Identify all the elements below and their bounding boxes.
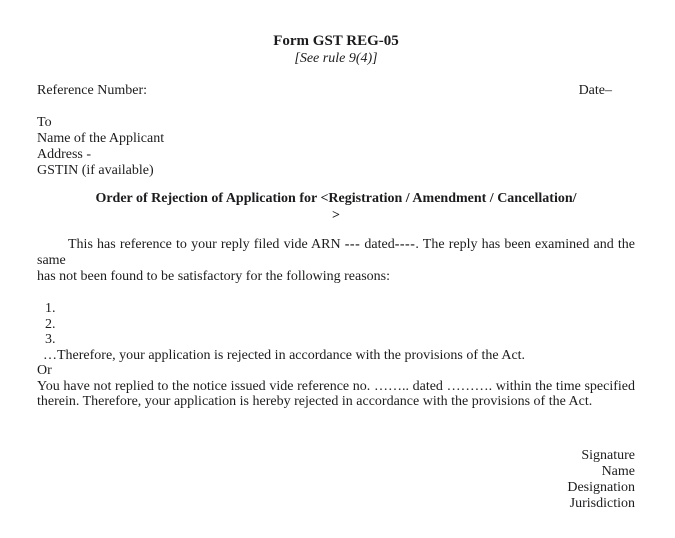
signature-line: Signature bbox=[581, 447, 635, 463]
name-line: Name bbox=[601, 463, 635, 479]
arn-placeholder-dashes: --- bbox=[344, 237, 361, 252]
form-title: Form GST REG-05 bbox=[273, 33, 399, 49]
order-heading bbox=[37, 190, 635, 224]
reference-paragraph-text-3: . The reply has been examined and the same bbox=[37, 237, 635, 268]
addressee-block bbox=[37, 115, 635, 179]
jurisdiction-line: Jurisdiction bbox=[569, 495, 635, 511]
designation-line: Designation bbox=[567, 479, 635, 495]
order-heading-line2: > bbox=[332, 208, 340, 223]
addressee-gstin: GSTIN (if available) bbox=[37, 163, 154, 178]
reason-item-2: 2. bbox=[45, 316, 56, 332]
reference-paragraph-line2: has not been found to be satisfactory for the following reasons: bbox=[37, 269, 391, 284]
addressee-address: Address - bbox=[37, 147, 92, 162]
reference-paragraph-text-2: dated bbox=[360, 237, 395, 252]
no-reply-paragraph bbox=[37, 379, 635, 410]
order-heading-line1: Order of Rejection of Application for <Registration / Amendment / Cancellation/ bbox=[95, 191, 577, 206]
reason-item-3: 3. bbox=[45, 332, 56, 347]
reason-item-1: 1. bbox=[45, 301, 56, 316]
addressee-to: To bbox=[37, 115, 52, 130]
reference-paragraph-text-1: This has reference to your reply filed vide ARN bbox=[68, 237, 345, 252]
addressee-applicant-name: Name of the Applicant bbox=[37, 131, 165, 146]
reference-date-row bbox=[37, 83, 635, 99]
date-label: Date– bbox=[578, 83, 612, 98]
no-reply-paragraph-line1: You have not replied to the notice issued vide reference no. …….. dated ………. within the time specified bbox=[37, 378, 635, 394]
no-reply-paragraph-line2: therein. Therefore, your application is hereby rejected in accordance with the provisions of the Act. bbox=[37, 394, 593, 409]
reference-paragraph-line1 bbox=[37, 237, 635, 269]
rule-reference: [See rule 9(4)] bbox=[294, 51, 378, 66]
reference-paragraph bbox=[37, 237, 635, 285]
signature-block bbox=[37, 448, 635, 512]
date-placeholder-dashes: ---- bbox=[394, 237, 416, 252]
or-label: Or bbox=[37, 363, 52, 378]
reference-number-label: Reference Number: bbox=[37, 83, 147, 98]
therefore-line: …Therefore, your application is rejected in accordance with the provisions of the Act. bbox=[43, 347, 526, 363]
reasons-list bbox=[37, 301, 635, 348]
